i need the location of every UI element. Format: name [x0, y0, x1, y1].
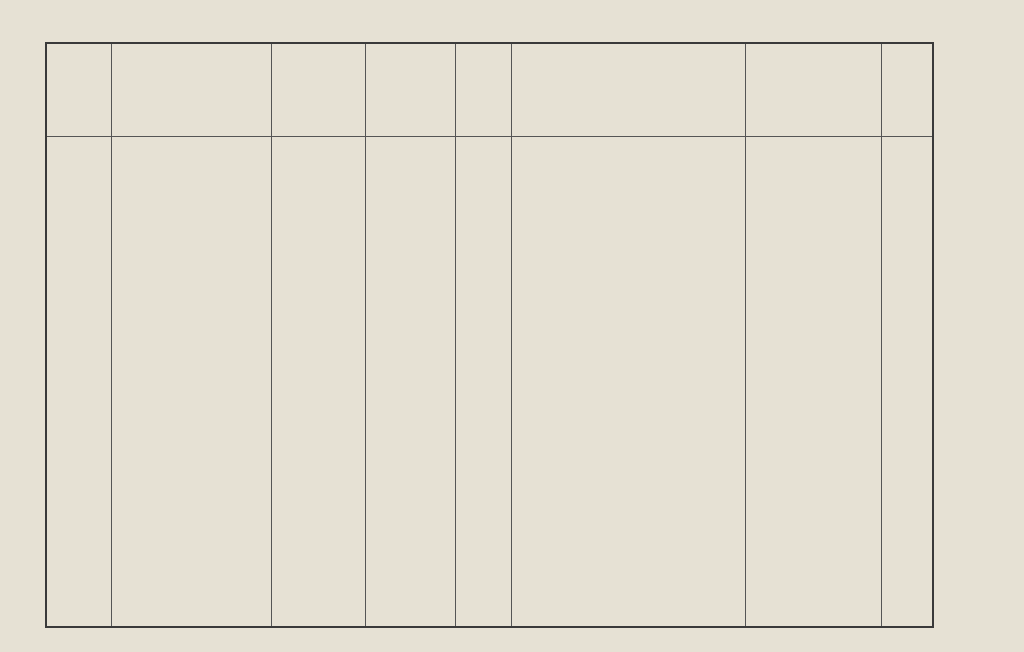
header-article — [367, 48, 453, 134]
units-row — [47, 138, 932, 150]
header-fines — [457, 48, 509, 134]
header-date — [49, 48, 109, 134]
header-divider — [47, 136, 932, 137]
header-number — [273, 48, 363, 134]
column-divider — [881, 44, 882, 626]
column-divider — [271, 44, 272, 626]
header-observations — [747, 48, 879, 134]
column-divider — [745, 44, 746, 626]
column-divider — [111, 44, 112, 626]
column-divider — [365, 44, 366, 626]
header-result — [525, 48, 731, 134]
header-name — [117, 48, 267, 134]
column-divider — [455, 44, 456, 626]
header-fee — [883, 48, 933, 134]
column-divider — [511, 44, 512, 626]
report-table — [45, 42, 934, 628]
